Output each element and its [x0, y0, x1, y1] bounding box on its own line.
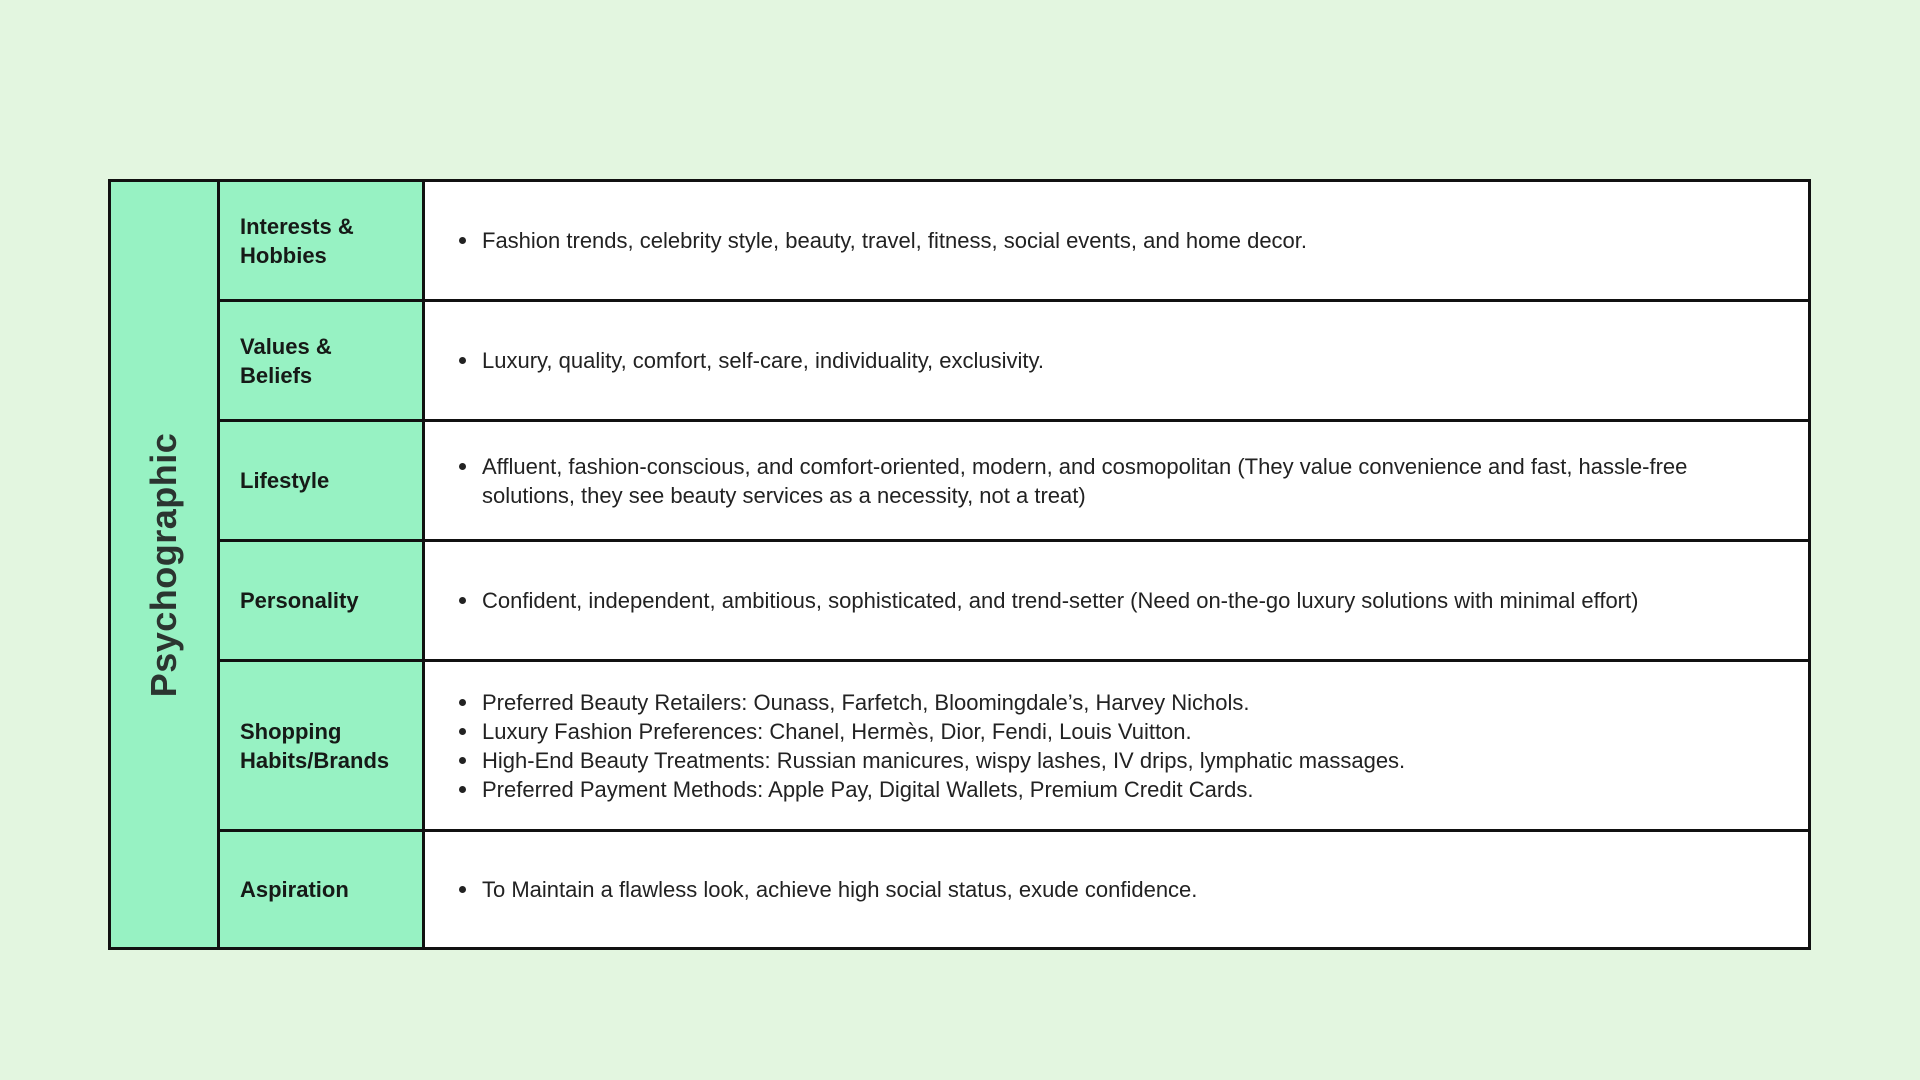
bullet-icon — [459, 237, 466, 244]
category-cell — [111, 182, 220, 947]
row-value-aspiration — [425, 832, 1808, 947]
row-value-lifestyle — [425, 422, 1808, 542]
bullet-icon — [459, 757, 466, 764]
bullet-item — [482, 346, 1044, 375]
bullet-item — [482, 775, 1405, 804]
bullet-icon — [459, 786, 466, 793]
bullet-item — [482, 746, 1405, 775]
bullet-icon — [459, 699, 466, 706]
category-label: Psychographic — [143, 432, 184, 697]
row-label-shopping-habits-brands: Shopping Habits/Brands — [220, 662, 425, 832]
bullet-list — [455, 226, 1307, 255]
bullet-text: To Maintain a flawless look, achieve high social status, exude confidence. — [482, 877, 1198, 902]
bullet-icon — [459, 728, 466, 735]
row-value-interests-hobbies — [425, 182, 1808, 302]
bullet-item — [482, 586, 1638, 615]
row-label-personality: Personality — [220, 542, 425, 662]
bullet-list — [455, 346, 1044, 375]
bullet-text: Affluent, fashion-conscious, and comfort-oriented, modern, and cosmopolitan (They value convenience and fast, hassle-free solutions, they see beauty services as a necessity, not a treat) — [482, 453, 1688, 508]
bullet-text: Preferred Beauty Retailers: Ounass, Farfetch, Bloomingdale’s, Harvey Nichols. — [482, 689, 1250, 715]
psychographic-table — [108, 179, 1811, 950]
row-value-personality — [425, 542, 1808, 662]
bullet-list — [455, 586, 1638, 615]
row-label-interests-hobbies: Interests & Hobbies — [220, 182, 425, 302]
bullet-item — [482, 688, 1405, 717]
bullet-list — [455, 452, 1778, 510]
bullet-list — [455, 875, 1197, 904]
bullet-text: Preferred Payment Methods: Apple Pay, Digital Wallets, Premium Credit Cards. — [482, 776, 1254, 802]
bullet-list — [455, 688, 1405, 804]
bullet-icon — [459, 463, 466, 470]
bullet-item — [482, 452, 1778, 510]
bullet-text: Confident, independent, ambitious, sophisticated, and trend-setter (Need on-the-go luxury solutions with minimal effort) — [482, 588, 1639, 613]
bullet-text: Luxury, quality, comfort, self-care, individuality, exclusivity. — [482, 348, 1045, 373]
bullet-icon — [459, 357, 466, 364]
row-label-aspiration: Aspiration — [220, 832, 425, 947]
bullet-icon — [459, 886, 466, 893]
bullet-text: Luxury Fashion Preferences: Chanel, Hermès, Dior, Fendi, Louis Vuitton. — [482, 718, 1192, 744]
row-label-values-beliefs: Values & Beliefs — [220, 302, 425, 422]
row-value-values-beliefs — [425, 302, 1808, 422]
bullet-item — [482, 226, 1307, 255]
row-value-shopping-habits-brands — [425, 662, 1808, 832]
bullet-text: Fashion trends, celebrity style, beauty, travel, fitness, social events, and home decor. — [482, 228, 1308, 253]
bullet-text: High-End Beauty Treatments: Russian manicures, wispy lashes, IV drips, lymphatic massages. — [482, 747, 1406, 773]
row-label-lifestyle: Lifestyle — [220, 422, 425, 542]
bullet-icon — [459, 597, 466, 604]
bullet-item — [482, 875, 1197, 904]
bullet-item — [482, 717, 1405, 746]
